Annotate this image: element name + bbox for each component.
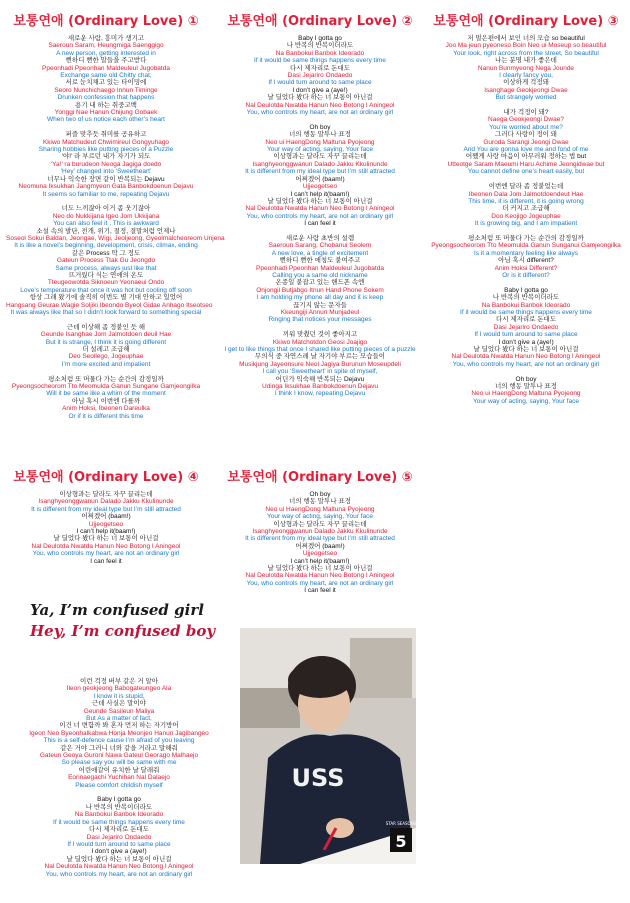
- lyric-line: If I would turn around to same place: [474, 331, 578, 339]
- lyric-line: [428, 368, 624, 375]
- lyric-line: Isanghage Geokjeongi Dwae: [484, 86, 568, 94]
- lyric-line: Baby I gotta go: [97, 796, 141, 804]
- section-title: 보통연애 (Ordinary Love) ③: [433, 14, 619, 29]
- lyric-line: Utteotge Saram Maeumi Haru Achime Jeongidwae but: [447, 160, 605, 168]
- lyric-line: Neo ui HaengDong Maltuna Pyojeong: [471, 390, 581, 398]
- lyric-line: 저 멀은편에서 보인 너의 모습 so beautiful: [467, 35, 585, 42]
- lyric-line: Isanghyeonggwanun Dalado Jakku Kkulinunde: [252, 528, 388, 536]
- lyric-line: 뻔하디 뻔한 말들을 주고받다: [65, 57, 147, 65]
- lyrics-lines: [428, 35, 624, 405]
- lyric-line: So please say you will be same with me: [61, 759, 177, 767]
- lyric-line: 용기 내 하는 취중고백: [75, 101, 137, 109]
- lyric-line: Hangsang Geurae Wagie Soljiki Ibeondo Byeol Gidae Anhago Itseotseo: [6, 301, 213, 309]
- lyric-line: Geunde Sasileun Maliya: [83, 707, 155, 715]
- lyric-line: I can feel it: [90, 557, 122, 565]
- lyric-line: Nal Deulotda Nwatda Hanun Neo Botong I Aningeol: [245, 101, 395, 109]
- lyric-line: [216, 116, 424, 123]
- lyric-line: 날 딜었다 봤다 하는 너 보통이 아닌걸: [267, 565, 373, 573]
- lyric-line: 평소처럼 또 머물다 가는 순간의 감정일까: [48, 375, 164, 383]
- lyric-line: You cannot define one’s heart easily, but: [467, 168, 585, 176]
- lyric-line: 끼워 맞췄던 것이 좋아지고: [282, 331, 358, 339]
- lyric-line: 평소처럼 또 머물다 가는 순간의 감정일까: [468, 234, 584, 242]
- lyric-line: Naega Geokjeongi Dwae?: [488, 116, 564, 124]
- lyric-line: This is a self-defence cause I’m afraid of you leaving: [43, 737, 195, 745]
- lyric-line: Seoro Nunchichaego Innun Timinge: [54, 86, 158, 94]
- corner-caption: STAR SEASONS: [385, 821, 416, 826]
- lyric-line: 아님 혹시 different?: [498, 257, 554, 265]
- lyric-line: 어딘가 익숙해 반복되는 Dejavu: [275, 375, 365, 383]
- lyric-line: Ppeonhadi Ppeonhan Maldeuleul Jugobatda: [256, 264, 384, 272]
- lyric-line: Please comfort childish myself: [75, 781, 163, 789]
- lyric-line: 아님 혹시 이번엔 다를까: [71, 397, 141, 405]
- lyric-line: I am holding my phone all day and it is keep: [256, 294, 384, 302]
- lyric-line: 무의식 중 자연스레 날 자기야 부르는 모습들이: [254, 353, 386, 361]
- lyric-line: 온종일 붙잡고 있는 핸드폰 속엔: [275, 279, 365, 287]
- lyric-line: 날 딜었다 봤다 하는 너 보통이 아닌걸: [267, 94, 373, 102]
- lyric-line: [428, 228, 624, 235]
- handwritten-line-boy: Hey, I’m confused boy: [30, 622, 216, 640]
- lyric-line: It is like a novel’s beginning, development, crisis, climax, ending: [14, 242, 198, 250]
- lyric-line: You, who controls my heart, are not an ordinary girl: [246, 109, 394, 117]
- lyric-line: Anim Hoksi Different?: [494, 264, 558, 272]
- lyric-line: If it would be same things happens every time: [53, 818, 185, 826]
- lyric-line: 어쩌겠어 (baam!): [295, 175, 345, 183]
- lyric-line: Baby I gotta go: [298, 35, 342, 42]
- lyric-line: Nanun Bunmyeong Nega Jounde: [477, 64, 575, 72]
- lyric-line: I can’t help it(baam!): [290, 557, 350, 565]
- lyric-line: You’re worried about me?: [489, 123, 563, 131]
- lyrics-lines: [216, 491, 424, 595]
- lyric-line: Isanghyeonggwanun Dalado Jakku Kkulinunde: [38, 498, 174, 506]
- lyric-line: ‘야!’ 라 부르던 내가 자기가 되도: [61, 153, 151, 161]
- lyric-line: 나 반복의 반복이더라도: [492, 294, 560, 302]
- lyric-line: Nal Deulotda Nwatda Hanun Neo Botong I Aningeol: [245, 205, 395, 213]
- lyric-line: Nal Deulotda Nwatda Hanun Neo Botong I Aningeol: [245, 572, 395, 580]
- lyric-line: Your way of acting, saying, Your face: [267, 513, 373, 521]
- lyric-line: 근데 이상해 좀 정붙인 듯 해: [66, 323, 146, 331]
- lyric-line: Na Banbokui Banbok Ideorado: [74, 811, 164, 819]
- lyric-line: I’m more excited and impatient: [61, 360, 151, 368]
- lyric-line: You, who controls my heart, are not an ordinary girl: [246, 579, 394, 587]
- lyric-line: 나는 분명 내가 좋은데: [495, 57, 557, 65]
- lyric-line: Or if it is different this time: [68, 412, 144, 420]
- lyric-line: Exchange same old Chitty chat,: [60, 72, 152, 80]
- lyric-line: 다시 제자리로 돈대도: [495, 316, 557, 324]
- lyric-line: Saeroun Saram, Heungmiga Saenggigo: [48, 42, 164, 50]
- section-title: 보통연애 (Ordinary Love) ①: [13, 14, 199, 29]
- lyric-line: Same process, always just like that: [55, 264, 157, 272]
- lyric-line: Saeroun Sarang, Chobanui Seolem: [268, 242, 372, 250]
- lyric-line: Ibeonen Dala Jom Jalmotdoendeut Hae: [468, 190, 584, 198]
- lyric-line: 더 커지고 조급해: [502, 205, 550, 213]
- lyric-line: 같은 거야 그러니 너와 같을 거라고 말해줘: [60, 744, 178, 752]
- lyric-line: 어쨌게 사랑 마음이 아무러워 정하는 법 but: [465, 153, 587, 161]
- lyric-line: Guroda Sarangi Jeongi Dwae: [483, 138, 569, 146]
- lyric-line: Kkiwo Matchotdon Geosi Joajigo: [272, 338, 368, 346]
- lyric-line: 끊기지 않는 문자들: [293, 301, 347, 309]
- lyric-line: ‘Ya!’ ra burudeon Neoga Jagiga doedo: [50, 160, 162, 168]
- lyric-line: I call you ‘Sweetheart’ in spite of myself,: [262, 368, 378, 376]
- lyric-line: I clearly fancy you,: [499, 72, 553, 80]
- lyric-line: Neo do Nukkijana Igeo Jom Ukkijana: [52, 212, 160, 220]
- lyric-line: Neo ui HaengDong Maltuna Pyojeong: [265, 505, 375, 513]
- photo: [240, 628, 416, 864]
- lyrics-section-bottom: [6, 678, 232, 878]
- lyric-line: 같은 Process 딱 그 정도: [71, 249, 141, 257]
- lyric-line: 퍼즐 맞추듯 취미를 공유하고: [65, 131, 147, 139]
- lyric-line: 날 딜었다 봤다 하는 너 보통이 아닌걸: [473, 346, 579, 353]
- lyric-line: 이건 너 변함까 봐 혼자 먼저 하는 자기방어: [59, 722, 179, 730]
- lyrics-lines: [6, 678, 232, 878]
- lyric-line: ‘Hey’ changed into ‘Sweetheart’: [60, 168, 152, 176]
- lyric-line: 이상하게 걱정돼: [503, 79, 549, 87]
- lyric-line: 어쩌겠어 (baam!): [295, 542, 345, 550]
- lyric-line: Geunde Isanghae Jom Jalmotdoen deuil Hae: [40, 331, 172, 339]
- lyric-line: 새로운 사람, 흥미가 생기고: [67, 35, 145, 42]
- lyric-line: Baby I gotta go: [504, 286, 548, 294]
- lyric-line: This time, it is different, it is going wrong: [468, 197, 584, 205]
- lyric-line: Nal Deulotda Nwatda Hanun Neo Botong I Aningeol: [451, 353, 601, 361]
- lyric-line: Joo Ma jeun pyeoneso Boin Neo ui Moseup so beautiful: [445, 42, 607, 50]
- lyric-line: Doo Keojigo Jogeuphae: [491, 212, 561, 220]
- lyric-line: 날 딜었다 봤다 하는 너 보통이 아닌걸: [53, 535, 159, 543]
- lyric-line: Sharing hobbies like putting pieces of a Puzzle: [38, 146, 174, 154]
- lyric-line: 소설 속의 발단, 전개, 위기, 절정, 결말처럼 언제나: [36, 227, 176, 235]
- lyric-line: 근데 사실은 말이야: [92, 700, 146, 708]
- lyric-line: I get to like things that once I shared like putting pieces of a puzzle: [224, 346, 416, 354]
- lyric-line: Soseol Sokui Baldan, Jeongae, Wigi, Jeoljeong, Gyeolmalcheoreom Unjena: [6, 234, 225, 242]
- lyric-line: 새로운 사람 초반의 설렘: [285, 234, 355, 242]
- lyric-line: Udinga Iksukhae Banbokdoenun Dejavu: [261, 383, 378, 391]
- lyrics-section-2: [216, 10, 424, 398]
- lyric-line: I can feel it: [304, 220, 336, 228]
- lyric-line: 이상형과는 달라도 자꾸 끌리는데: [59, 491, 153, 498]
- lyric-line: 뻔하디 뻔한 애칭도 붙여주고: [279, 257, 361, 265]
- lyric-line: 날 딜었다 봤다 하는 너 보통이 아닌걸: [267, 197, 373, 205]
- lyric-line: [428, 279, 624, 286]
- lyric-line: 어린애같이 유치한 날 달래줘: [78, 766, 160, 774]
- section-title: 보통연애 (Ordinary Love) ②: [227, 14, 413, 29]
- lyric-line: It is different from my ideal type but I’m still attracted: [31, 505, 181, 513]
- lyric-line: I don’t give a (aye!): [498, 338, 554, 346]
- lyric-line: It was always like that so I didn’t look forward to something special: [10, 309, 202, 316]
- lyric-line: Dasi Jejariro Ondaedo: [493, 323, 559, 331]
- lyrics-lines: [6, 491, 206, 565]
- lyric-line: Na Banbokui Banbok Ideorado: [275, 49, 365, 57]
- lyric-line: 너의 행동 말투나 표정: [289, 131, 351, 139]
- lyric-line: Kkiwo Matchudeut Chwimireul Gongyuhago: [42, 138, 170, 146]
- lyric-line: If I would turn around to same place: [67, 840, 171, 848]
- shirt-lettering: USS: [291, 764, 345, 792]
- lyric-line: 어쩌겠어 (baam!): [81, 513, 131, 521]
- lyrics-section-1: [6, 10, 225, 420]
- lyric-line: 더 설레고 조급해: [82, 346, 130, 354]
- lyric-line: Gateun Geoya Guroni Nawa Gateul Georago Malhaejo: [39, 752, 199, 760]
- lyric-line: Will it be same like a whim of the moment: [46, 390, 166, 398]
- lyric-line: It is different from my ideal type but I’m still attracted: [245, 535, 395, 543]
- lyric-line: 이상형과는 달라도 자꾸 끌리는데: [273, 153, 367, 161]
- lyric-line: I can’t help it(baam!): [76, 528, 136, 536]
- lyric-line: Or is it different?: [502, 271, 550, 279]
- lyric-line: I can feel it: [304, 587, 336, 595]
- lyric-line: But As a matter of fact,: [86, 715, 152, 723]
- lyric-line: 다시 제자리로 돈대도: [289, 64, 351, 72]
- lyric-line: Kkeungiji Annun Munjadeul: [280, 309, 360, 316]
- lyric-line: 다시 제자리로 돈대도: [88, 826, 150, 834]
- handwritten-line-girl: Ya, I’m confused girl: [30, 601, 204, 619]
- lyric-line: Anim Hoksi, Ibeonen Dareulka: [62, 405, 150, 413]
- section-title: 보통연애 (Ordinary Love) ⑤: [227, 470, 413, 485]
- lyric-line: Ujjeogetseo: [88, 520, 124, 528]
- lyric-line: Gateun Process Ttak Gu Jeongdo: [56, 257, 156, 265]
- lyrics-section-3: [428, 10, 624, 405]
- lyric-line: Your look, right across from the street, So beautiful: [453, 49, 599, 57]
- lyric-line: A new person, getting interested in: [56, 49, 156, 57]
- lyric-line: Oh boy: [515, 375, 537, 383]
- lyric-line: [216, 228, 424, 235]
- lyric-line: Onjongil Butjabgo Itnun Hand Phone Sokem: [256, 286, 384, 294]
- lyric-line: 이상형과는 달라도 자꾸 끌리는데: [273, 520, 367, 528]
- corner-logo: 5: [395, 832, 407, 851]
- lyric-line: 나 반복의 반복이더라도: [85, 803, 153, 811]
- lyric-line: You, who controls my heart, are not an ordinary girl: [246, 212, 394, 220]
- lyric-line: I can’t help it(baam!): [290, 190, 350, 198]
- lyric-line: I don’t give a (aye!): [91, 848, 147, 856]
- lyric-line: Oh boy: [309, 491, 331, 498]
- lyric-line: Eorinaegachi Yuchihan Nal Dalaejo: [68, 774, 170, 782]
- lyric-line: 항상 그래 왔기에 솔직히 이번도 별 기대 안하고 있었어: [29, 294, 183, 302]
- lyric-line: Drunken confession that happens: [57, 94, 155, 102]
- lyric-line: Ujjeogetseo: [302, 550, 338, 558]
- lyric-line: Is it a momentary feeling like always: [473, 249, 579, 257]
- lyric-line: 서로 눈치채고 있는 타이밍에: [65, 79, 147, 87]
- lyric-line: [428, 102, 624, 109]
- lyric-line: I don’t give a (aye!): [292, 86, 348, 94]
- lyric-line: Nal Deulotda Nwatda Hanun Neo Botong I Aningeol: [44, 863, 194, 871]
- lyric-line: [6, 789, 232, 796]
- lyrics-section-5: [216, 466, 424, 595]
- lyric-line: Dasi Jejariro Ondaedo: [86, 833, 152, 841]
- lyrics-section-4: [6, 466, 206, 565]
- lyric-line: Tteugeowotda Siknoeun Yeonaeui Ondo: [47, 279, 165, 287]
- lyric-line: Musikjung Jayeonsure Neol Jagiya Burunun Moseupdeli: [239, 360, 401, 368]
- lyric-line: You can also feel it , This is awkward: [53, 220, 159, 228]
- lyric-line: Calling you a same old nickname: [272, 271, 368, 279]
- lyric-line: Dasi Jejariro Ondaedo: [287, 72, 353, 80]
- lyric-line: 뜨거웠다 식는 연애의 온도: [68, 271, 144, 279]
- lyric-line: Deo Seollego, Jogeuphae: [68, 353, 144, 361]
- lyric-line: [428, 176, 624, 183]
- lyric-line: Love’s temperature that once it was hot but cooling off soon: [20, 286, 192, 294]
- lyric-line: Ppeonhadi Ppeonhan Maldeuleul Jugobatda: [42, 64, 170, 72]
- lyric-line: If I would turn around to same place: [268, 79, 372, 87]
- lyric-line: Isanghyeonggwanun Dalado Jakku Kkulinunde: [252, 160, 388, 168]
- lyric-line: 이번엔 달라 좀 정붙었는데: [488, 183, 564, 191]
- lyric-line: A new love, a tingle of excitement: [271, 249, 369, 257]
- lyric-line: [6, 316, 206, 323]
- lyric-line: You, who controls my heart, are not an ordinary girl: [452, 360, 600, 368]
- lyric-line: 너의 행동 말투나 표정: [289, 498, 351, 506]
- lyric-line: Pyeongsocheorom Tto Meomulda Ganun Sungane Gamjeongilka: [11, 383, 201, 391]
- lyric-line: But strangely worried: [495, 94, 557, 102]
- lyric-line: Pyeongsocheorom Tto Meomulda Ganun Sunganui Gamjeongilka: [431, 242, 621, 250]
- lyric-line: But it is strange, I think it is going different: [45, 338, 167, 346]
- lyric-line: 이런 걱정 버부 같은 거 알아: [79, 678, 159, 685]
- lyric-line: Your way of acting, saying, Your face: [267, 146, 373, 154]
- lyric-line: 너무나 익숙한 장면 같이 반복되는 Dejavu: [47, 175, 165, 183]
- lyric-line: Neo ui HaengDong Maltuna Pyojeong: [265, 138, 375, 146]
- lyric-line: You, who controls my heart, are not an ordinary girl: [45, 870, 193, 878]
- lyric-line: Yonggi Nae Hanun Chijung Gobaek: [54, 109, 158, 117]
- lyric-line: [6, 368, 206, 375]
- lyric-line: Ujjeogetseo: [302, 183, 338, 191]
- lyric-line: Na Banbokui Banbok Ideorado: [481, 301, 571, 309]
- lyric-line: I think I know, repeating Dejavu: [274, 390, 366, 398]
- lyric-line: It seems so familiar to me, repeating Dejavu: [42, 190, 170, 198]
- lyric-line: 너의 행동 말투나 표정: [495, 383, 557, 391]
- lyric-line: 너도 느끼잖아 이거 좀 웃기잖아: [61, 205, 151, 213]
- lyric-line: Ileon geokjeong Babogateungeo Ala: [66, 685, 172, 693]
- lyric-line: Your way of acting, saying, Your face: [473, 397, 579, 405]
- lyric-line: It is growing big, and I am impatient: [474, 220, 578, 228]
- lyric-line: You, who controls my heart, are not an ordinary girl: [32, 550, 180, 558]
- lyrics-lines: [6, 35, 225, 420]
- lyric-line: 나 반복의 반복이더라도: [286, 42, 354, 50]
- lyric-line: I know it is stupid,: [93, 692, 145, 700]
- lyric-line: Neomuna Iksukhan Jangmyeon Gata Banbokdoenun Dejavu: [18, 183, 194, 191]
- lyric-line: Nal Deulotda Nwatda Hanun Neo Botong I Aningeol: [31, 542, 181, 550]
- lyric-line: It is different from my ideal type but I’m still attracted: [245, 168, 395, 176]
- lyric-line: Oh boy: [309, 123, 331, 131]
- lyric-line: If it would be same things happens every time: [460, 308, 592, 316]
- lyric-line: 내가 걱정이 돼?: [503, 109, 549, 117]
- lyric-line: Igeon Neo Byeonhalkabwa Honja Meonjeo Hanun Jagibangeo: [29, 729, 209, 737]
- section-title: 보통연애 (Ordinary Love) ④: [13, 470, 199, 485]
- lyric-line: When two of us notice each other’s heart: [47, 116, 165, 124]
- lyric-line: If it would be same things happens every time: [254, 57, 386, 65]
- lyric-line: 날 딜었다 봤다 하는 너 보통이 아닌걸: [66, 855, 172, 863]
- lyric-line: And You are gonna love me and fond of me: [463, 146, 589, 154]
- lyrics-lines: [216, 35, 424, 398]
- photo-illustration: [240, 628, 416, 864]
- lyric-line: Ringing that notices your messages: [268, 316, 372, 324]
- lyric-line: 그러다 사랑이 정이 돼: [495, 131, 557, 139]
